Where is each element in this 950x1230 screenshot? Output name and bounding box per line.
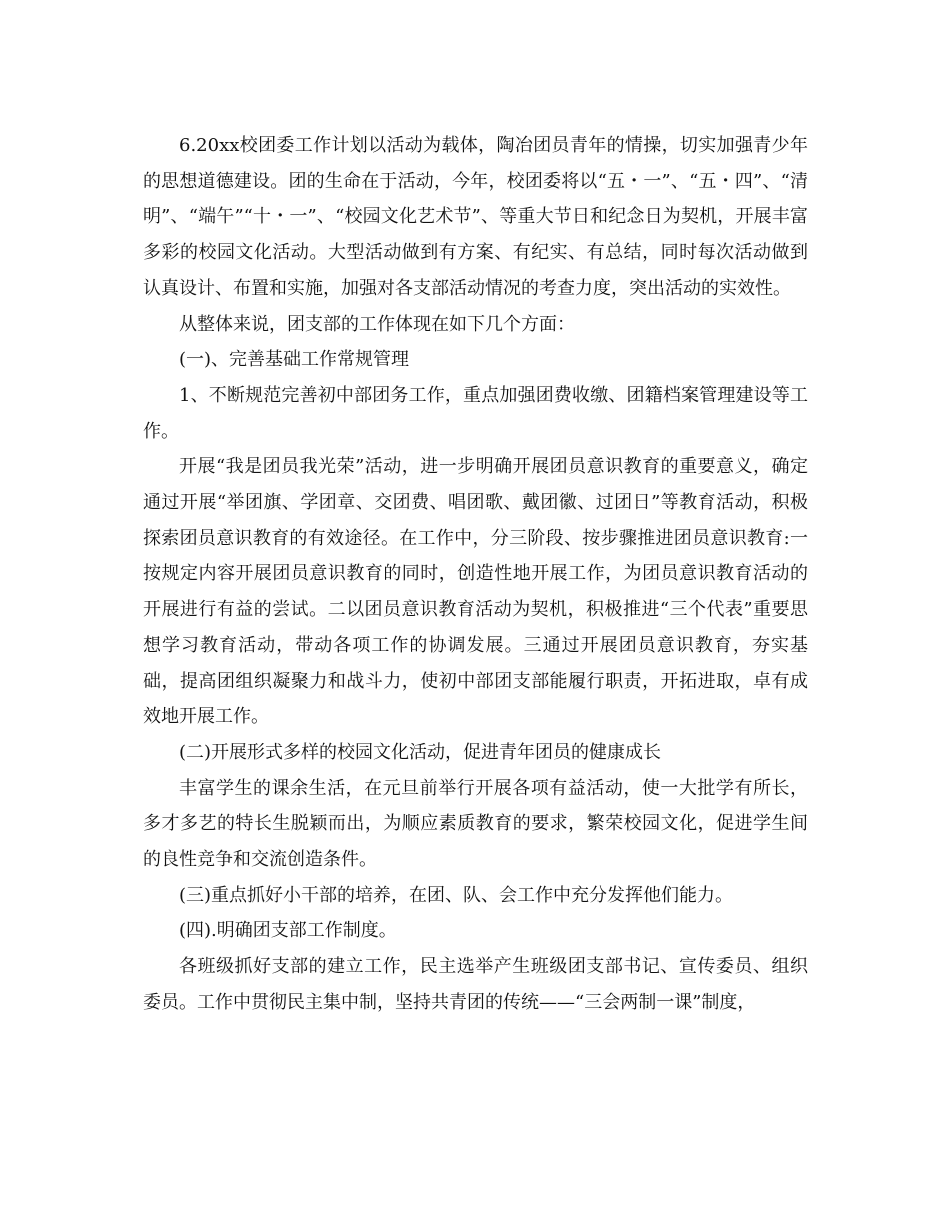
paragraph-overview: 从整体来说，团支部的工作体现在如下几个方面： (179, 313, 575, 335)
heading-section-1: (一)、完善基础工作常规管理 (179, 349, 410, 371)
paragraph-member-awareness: 开展“我是团员我光荣”活动，进一步明确开展团员意识教育的重要意义，确定通过开展“举团旗、学团章、交团费、唱团歌、戴团徽、过团日”等教育活动，积极探索团员意识教育的有效途径。在工作中，分三阶段、按步骤推进团员意识教育:一按规定内容开展团员意识教育的同时，创造性地开展工作，为团员意识教育活动的开展进行有益的尝试。二以团员意识教育活动为契机，积极推进“三个代表”重要思想学习教育活动，带动各项工作的协调发展。三通过开展团员意识教育，夯实基础，提高团组织凝聚力和战斗力，使初中部团支部能履行职责，开拓进取，卓有成效地开展工作。 (143, 456, 808, 728)
heading-section-2: (二)开展形式多样的校园文化活动，促进青年团员的健康成长 (179, 741, 662, 763)
heading-section-4: (四).明确团支部工作制度。 (179, 920, 397, 942)
paragraph-item-1: 1、不断规范完善初中部团务工作，重点加强团费收缴、团籍档案管理建设等工作。 (143, 384, 808, 442)
document-body (143, 128, 808, 1021)
paragraph-extracurricular: 丰富学生的课余生活，在元旦前举行开展各项有益活动，使一大批学有所长，多才多艺的特长生脱颖而出，为顺应素质教育的要求，繁荣校园文化，促进学生间的良性竞争和交流创造条件。 (143, 777, 808, 871)
paragraph-activity-plan: 6.20xx校团委工作计划以活动为载体，陶冶团员青年的情操，切实加强青少年的思想道德建设。团的生命在于活动，今年，校团委将以“五・一”、“五・四”、“清明”、“端午”“十・一”、“校园文化艺术节”、等重大节日和纪念日为契机，开展丰富多彩的校园文化活动。大型活动做到有方案、有纪实、有总结，同时每次活动做到认真设计、布置和实施，加强对各支部活动情况的考查力度，突出活动的实效性。 (143, 135, 808, 299)
paragraph-branch-system: 各班级抓好支部的建立工作，民主选举产生班级团支部书记、宣传委员、组织委员。工作中贯彻民主集中制，坚持共青团的传统——“三会两制一课”制度， (143, 956, 808, 1013)
heading-section-3: (三)重点抓好小干部的培养，在团、队、会工作中充分发挥他们能力。 (179, 884, 734, 906)
